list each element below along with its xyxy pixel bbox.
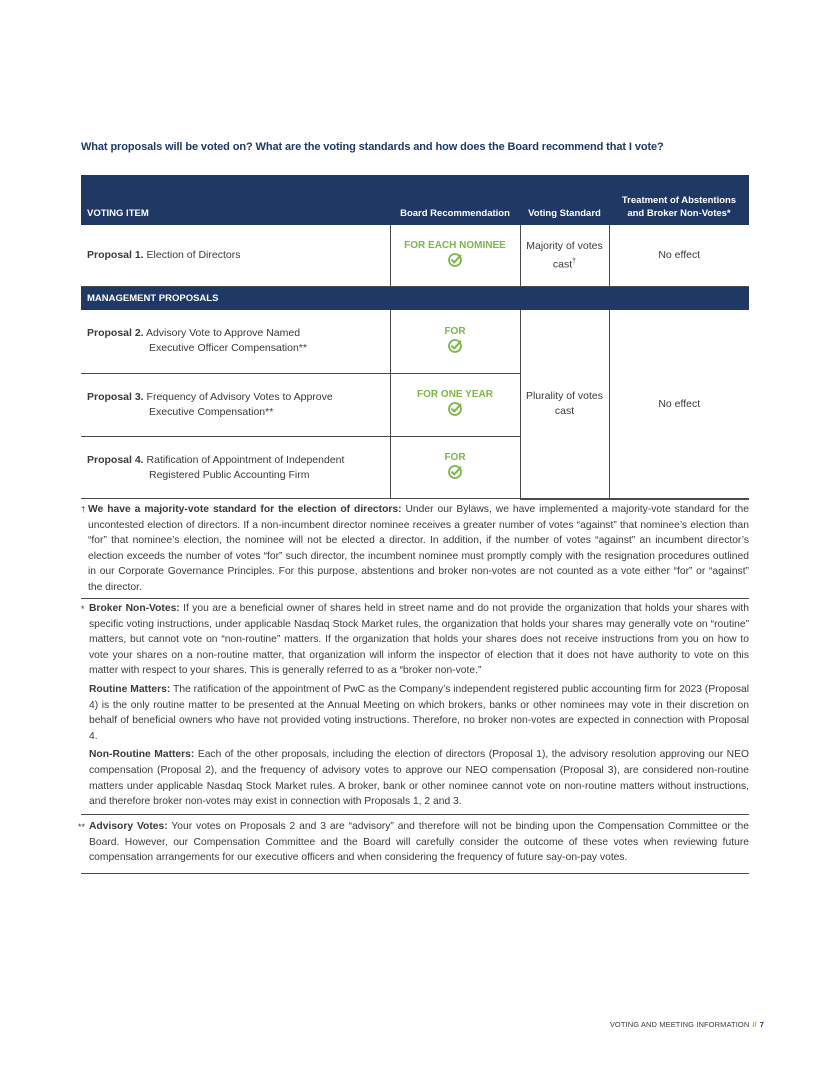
header-treatment: Treatment of Abstentions and Broker Non-Votes* xyxy=(609,175,749,225)
broker-non-votes-paragraph xyxy=(81,601,749,679)
proposal-number: Proposal 4. xyxy=(87,453,144,466)
divider xyxy=(81,814,749,815)
section-heading: What proposals will be voted on? What are the voting standards and how does the Board recommend that I vote? xyxy=(81,141,664,153)
footnote-text xyxy=(81,502,749,596)
treatment-cell: No effect xyxy=(609,225,749,286)
footnote-title: Broker Non-Votes: xyxy=(89,603,180,614)
proposal-4-cell xyxy=(81,436,390,499)
footnote-title: Routine Matters: xyxy=(89,683,171,695)
recommendation-label: FOR xyxy=(444,325,466,337)
proposal-2-cell xyxy=(81,310,390,373)
non-routine-matters-paragraph xyxy=(81,747,749,809)
proposal-3-cell xyxy=(81,373,390,436)
table-row xyxy=(81,310,749,373)
check-circle-icon xyxy=(447,252,463,268)
voting-table xyxy=(81,175,749,500)
routine-matters-paragraph xyxy=(81,682,749,744)
recommendation-cell xyxy=(390,225,520,286)
footnote-body: If you are a beneficial owner of shares held in street name and do not provide the organization that holds your shares with specific voting instructions, under applicable Nasdaq Stock Market rules, the organization that holds your shares may generally vote on “routine” matters, but cannot vote on “non-routine” matters. If the organization that holds your shares does not receive instructions from you on how to vote your shares on a non-routine matter, that organization will inform the inspector of election that it does not have authority to vote on this matter with respect to your shares. This is generally referred to as a “broker non-vote.” xyxy=(89,603,750,677)
voting-standard: Majority of votes cast xyxy=(526,239,603,270)
proposal-text-line2: Registered Public Accounting Firm xyxy=(149,468,310,481)
footnote-title: Advisory Votes: xyxy=(89,821,168,832)
recommendation-cell xyxy=(390,373,520,436)
footnote-title: We have a majority-vote standard for the election of directors: xyxy=(88,504,402,515)
proposal-1-cell xyxy=(81,225,390,286)
table-header-row xyxy=(81,175,749,225)
recommendation-label: FOR xyxy=(444,452,466,464)
divider xyxy=(81,873,749,874)
footer-separator: // xyxy=(752,1020,757,1029)
section-row xyxy=(81,286,749,310)
treatment-cell: No effect xyxy=(609,310,749,499)
proposal-text: Election of Directors xyxy=(146,248,241,261)
dagger-mark: † xyxy=(572,257,577,265)
footnote-mark: * xyxy=(81,604,85,614)
recommendation-label: FOR ONE YEAR xyxy=(417,389,493,400)
footnote-body: Your votes on Proposals 2 and 3 are “advisory” and therefore will not be binding upon the Compensation Committee or the Board. However, our Compensation Committee and the Board will carefully consider the outcome of these votes when reviewing future compensation arrangements for our executive officers and when considering the frequency of future say-on-pay votes. xyxy=(89,821,749,864)
recommendation-label: FOR EACH NOMINEE xyxy=(404,239,506,251)
proposal-number: Proposal 2. xyxy=(87,327,144,340)
header-voting-standard: Voting Standard xyxy=(520,175,609,225)
footer-section: VOTING AND MEETING INFORMATION xyxy=(609,1020,750,1029)
check-circle-icon xyxy=(447,338,463,354)
management-proposals-label: MANAGEMENT PROPOSALS xyxy=(81,286,749,310)
proposal-text-line2: Executive Officer Compensation** xyxy=(149,342,307,355)
recommendation-cell xyxy=(390,436,520,499)
proposal-text: Ratification of Appointment of Independent xyxy=(146,453,345,466)
footnote-double-star xyxy=(78,819,749,866)
proposal-number: Proposal 3. xyxy=(87,390,144,403)
check-circle-icon xyxy=(447,464,463,480)
check-circle-icon xyxy=(447,401,463,417)
proposal-text: Advisory Vote to Approve Named xyxy=(145,327,301,340)
voting-standard-cell xyxy=(520,225,609,286)
proposal-number: Proposal 1. xyxy=(87,248,144,261)
advisory-votes-paragraph xyxy=(81,819,749,866)
footnote-body: Each of the other proposals, including the election of directors (Proposal 1), the advisory resolution approving our NEO compensation (Proposal 2), and the frequency of advisory votes to approve our NEO compensation (Proposal 3), are considered non-routine matters under applicable Nasdaq Stock Market rules. A broker, bank or other nominee cannot vote on non-routine matters without instructions, and therefore broker non-votes may exist in connection with Proposals 1, 2 and 3. xyxy=(89,749,750,808)
footnote-mark: † xyxy=(81,505,86,514)
table-bottom-rule xyxy=(81,498,749,499)
recommendation-cell xyxy=(390,310,520,373)
footnote-body: Under our Bylaws, we have implemented a majority-vote standard for the uncontested election of directors. If a non-incumbent director nominee receives a greater number of votes “against” that nominee’s election than “for” that nominee’s election, the nominee will not be elected a director. In addition, if the number of votes “against” an incumbent director’s election exceeds the number of votes “for” such director, the incumbent nominee must promptly comply with the resignation procedures outlined in our Corporate Governance Principles. For this purpose, abstentions and broker non-votes are not counted as a vote either “for” or “against” the director. xyxy=(88,504,749,593)
footnote-star xyxy=(81,601,749,813)
footnote-title: Non-Routine Matters: xyxy=(89,749,195,761)
proposal-text: Frequency of Advisory Votes to Approve xyxy=(146,390,333,403)
header-board-recommendation: Board Recommendation xyxy=(390,175,520,225)
header-voting-item: VOTING ITEM xyxy=(81,175,390,225)
page-number: 7 xyxy=(759,1020,764,1029)
proposal-text-line2: Executive Compensation** xyxy=(149,405,274,418)
divider xyxy=(81,598,749,599)
footnote-mark: ** xyxy=(78,822,86,832)
voting-standard-cell: Plurality of votes cast xyxy=(520,310,609,499)
footnote-body: The ratification of the appointment of PwC as the Company’s independent registered public accounting firm for 2023 (Proposal 4) is the only routine matter to be presented at the Annual Meeting on which brokers, banks or other nominees may vote in their discretion on behalf of beneficial owners who have not provided voting instructions. Therefore, no broker non-votes are expected in connection with Proposal 4. xyxy=(89,683,749,742)
page-footer xyxy=(610,1020,764,1029)
table-row xyxy=(81,225,749,286)
footnote-dagger xyxy=(81,502,749,596)
